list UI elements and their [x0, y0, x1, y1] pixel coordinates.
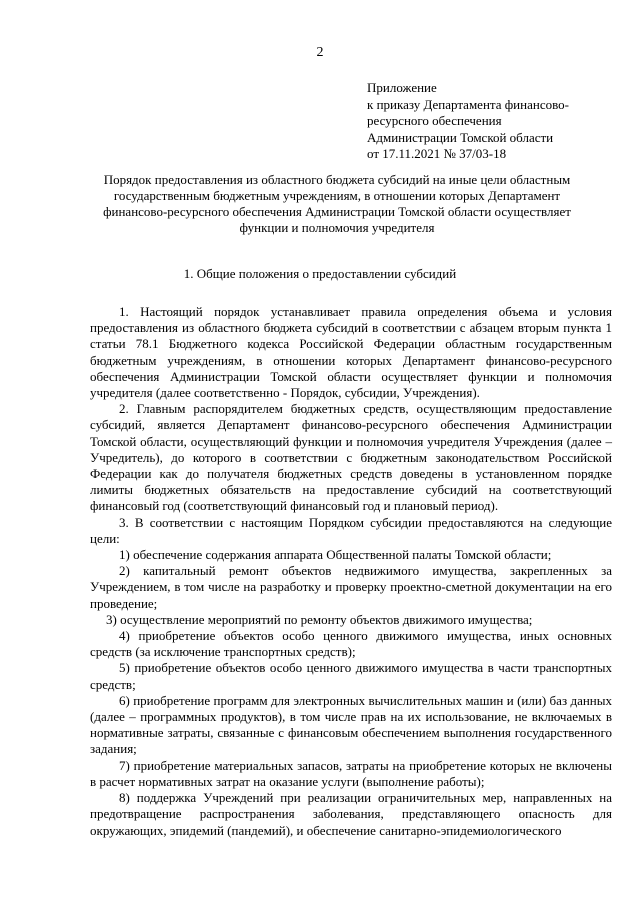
section-heading: 1. Общие положения о предоставлении субсидий [183, 266, 457, 281]
appendix-line: ресурсного обеспечения [367, 113, 502, 128]
appendix-line: к приказу Департамента финансово- [367, 96, 569, 112]
list-item: 7) приобретение материальных запасов, затраты на приобретение которых не включены в расчет нормативных затрат на оказание услуги (выполнение работы); [90, 757, 612, 789]
list-item: 6) приобретение программ для электронных вычислительных машин и (или) баз данных (далее – программных продуктов), в том числе прав на их использование, не включаемых в нормативные затраты, связанные с финансовым обеспечением выполнения государственного задания; [90, 692, 612, 757]
list-item: 5) приобретение объектов особо ценного движимого имущества в части транспортных средств; [90, 660, 612, 692]
paragraph: 2. Главным распорядителем бюджетных средств, осуществляющим предоставление субсидий, является Департамент финансово-ресурсного обеспечения Администрации Томской области, осуществляющий функции и полномочия учредителя Учреждения (далее – Учредитель), до которого в соответствии с бюджетным законодательством Российской Федерации как до получателя бюджетных средств доведены в установленном порядке лимиты бюджетных обязательств на предоставление субсидий на соответствующий финансовый год (соответствующий финансовый год и плановый период). [90, 401, 612, 514]
paragraph: 1. Настоящий порядок устанавливает правила определения объема и условия предоставления из областного бюджета субсидий в соответствии с абзацем вторым пункта 1 статьи 78.1 Бюджетного кодекса Российской Федерации областным государственным бюджетным учреждениям, в отношении которых Департамент финансово-ресурсного обеспечения Администрации Томской области осуществляет функции и полномочия учредителя (далее соответственно - Порядок, субсидии, Учреждения). [90, 304, 612, 401]
title-line: функции и полномочия учредителя [239, 220, 435, 235]
document-title [72, 172, 602, 236]
title-line: финансово-ресурсного обеспечения Администрации Томской области осуществляет [103, 204, 571, 219]
appendix-line: Администрации Томской области [367, 129, 554, 145]
appendix-line: от 17.11.2021 № 37/03-18 [367, 146, 507, 161]
list-item: 1) обеспечение содержания аппарата Общественной палаты Томской области; [119, 547, 552, 563]
page-number: 2 [316, 45, 324, 60]
list-item: 2) капитальный ремонт объектов недвижимого имущества, закрепленных за Учреждением, в том числе на разработку и проверку проектно-сметной документации на его проведение; [90, 563, 612, 611]
title-line: государственным бюджетным учреждениям, в отношении которых Департамент [113, 188, 561, 203]
list-item: 8) поддержка Учреждений при реализации ограничительных мер, направленных на предотвращение распространения заболевания, представляющего опасность для окружающих, эпидемий (пандемий), и обеспечение санитарно-эпидемиологического [90, 790, 612, 838]
appendix-line: Приложение [367, 80, 437, 95]
paragraph: 3. В соответствии с настоящим Порядком субсидии предоставляются на следующие цели: [90, 514, 612, 546]
appendix-block [367, 80, 629, 163]
document-body [90, 304, 612, 839]
title-line: Порядок предоставления из областного бюджета субсидий на иные цели областным [103, 172, 571, 187]
list-item: 3) осуществление мероприятий по ремонту объектов движимого имущества; [106, 611, 533, 627]
list-item: 4) приобретение объектов особо ценного движимого имущества, иных основных средств (за исключение транспортных средств); [90, 628, 612, 660]
